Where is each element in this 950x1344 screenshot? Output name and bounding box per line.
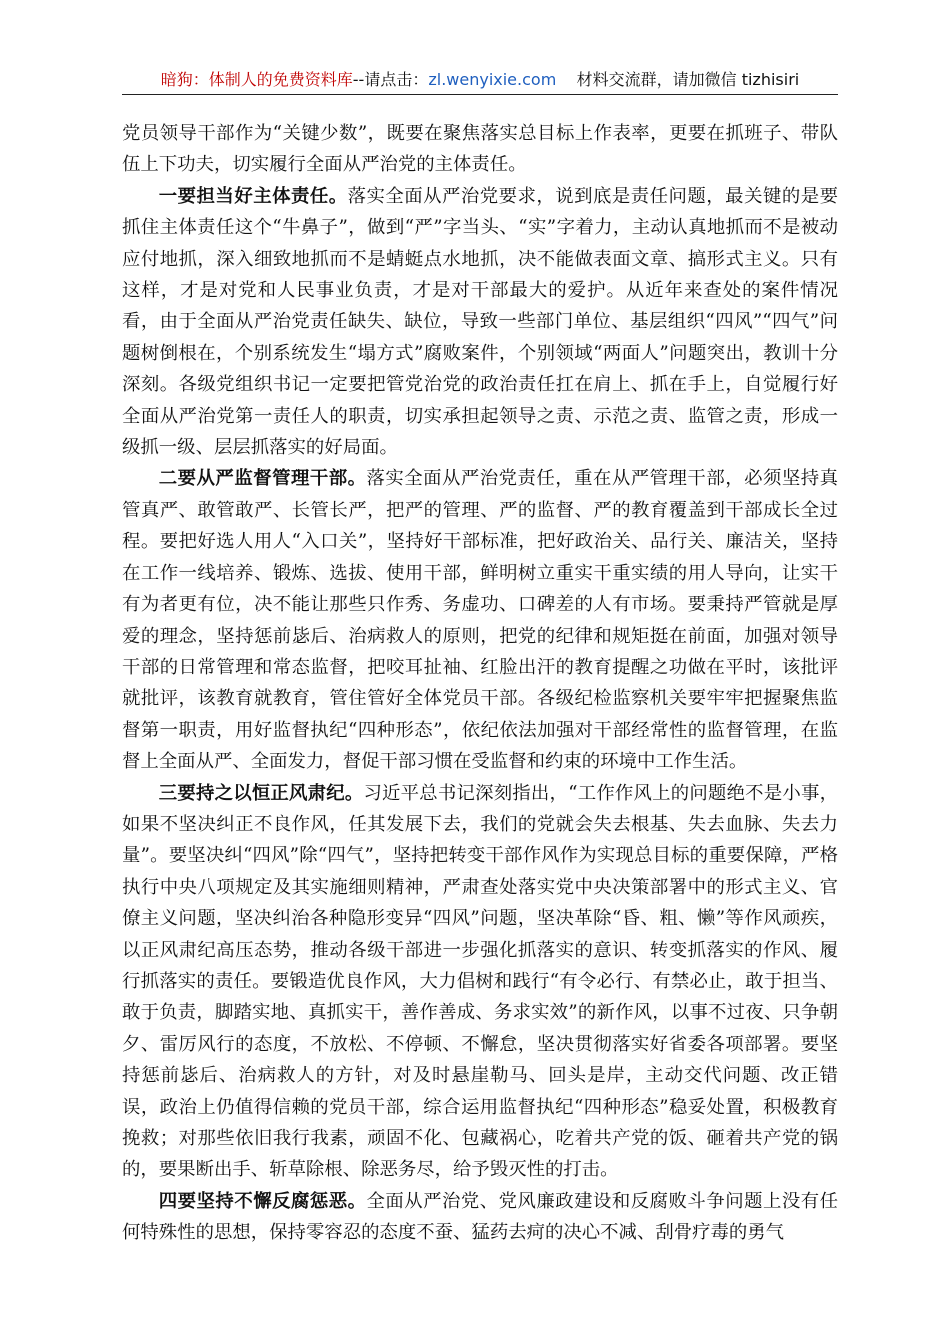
paragraph-4-text: 全面从严治党、党风廉政建设和反腐败斗争问题上没有任何特殊性的思想，保持零容忍的态度不蚕、猛药去疴的决心不减、刮骨疗毒的勇气 <box>122 1190 838 1244</box>
paragraph-2-text: 落实全面从严治党责任，重在从严管理干部，必须坚持真管真严、敢管敢严、长管长严，把严的管理、严的监督、严的教育覆盖到干部成长全过程。要把好选人用人“入口关”，坚持好干部标准，把好政治关、品行关、廉洁关，坚持在工作一线培养、锻炼、选拔、使用干部，鲜明树立重实干重实绩的用人导向，让实干有为者更有位，决不能让那些只作秀、务虚功、口碑差的人有市场。要秉持严管就是厚爱的理念，坚持惩前毖后、治病救人的原则，把党的纪律和规矩挺在前面，加强对领导干部的日常管理和常态监督，把咬耳扯袖、红脸出汗的教育提醒之功做在平时，该批评就批评，该教育就教育，管住管好全体党员干部。各级纪检监察机关要牢牢把握聚焦监督第一职责，用好监督执纪“四种形态”，依纪依法加强对干部经常性的监督管理，在监督上全面从严、全面发力，督促干部习惯在受监督和约束的环境中工作生活。 <box>122 468 838 773</box>
paragraph-2-heading: 二要从严监督管理干部。 <box>158 468 367 490</box>
header-click-label: --请点击： <box>352 70 429 89</box>
paragraph-3-heading: 三要持之以恒正风肃纪。 <box>158 782 364 804</box>
paragraph-2 <box>122 463 838 777</box>
header-url-link[interactable]: zl.wenyixie.com <box>428 70 557 89</box>
document-body <box>122 118 838 1249</box>
paragraph-4-heading: 四要坚持不懈反腐惩恶。 <box>158 1190 367 1212</box>
paragraph-3-text: 习近平总书记深刻指出，“工作作风上的问题绝不是小事，如果不坚决纠正不良作风，任其发展下去，我们的党就会失去根基、失去血脉、失去力量”。要坚决纠“四风”除“四气”，坚持把转变干部作风作为实现总目标的重要保障，严格执行中央八项规定及其实施细则精神，严肃查处落实党中央决策部署中的形式主义、官僚主义问题，坚决纠治各种隐形变异“四风”问题，坚决革除“昏、粗、懒”等作风顽疾，以正风肃纪高压态势，推动各级干部进一步强化抓落实的意识、转变抓落实的作风、履行抓落实的责任。要锻造优良作风，大力倡树和践行“有令必行、有禁必止，敢于担当、敢于负责，脚踏实地、真抓实干，善作善成、务求实效”的新作风，以事不过夜、只争朝夕、雷厉风行的态度，不放松、不停顿、不懈怠，坚决贯彻落实好省委各项部署。要坚持惩前毖后、治病救人的方针，对及时悬崖勒马、回头是岸，主动交代问题、改正错误，政治上仍值得信赖的党员干部，综合运用监督执纪“四种形态”稳妥处置，积极教育挽救；对那些依旧我行我素，顽固不化、包藏祸心，吃着共产党的饭、砸着共产党的锅的，要果断出手、斩草除根、除恶务尽，给予毁灭性的打击。 <box>122 782 838 1181</box>
paragraph-1-heading: 一要担当好主体责任。 <box>158 185 348 207</box>
page-header <box>122 68 838 95</box>
paragraph-1-text: 落实全面从严治党要求，说到底是责任问题，最关键的是要抓住主体责任这个“牛鼻子”，做到“严”字当头、“实”字着力，主动认真地抓而不是被动应付地抓，深入细致地抓而不是蜻蜓点水地抓，决不能做表面文章、搞形式主义。只有这样，才是对党和人民事业负责，才是对干部最大的爱护。从近年来查处的案件情况看，由于全面从严治党责任缺失、缺位，导致一些部门单位、基层组织“四风”“四气”问题树倒根在，个别系统发生“塌方式”腐败案件，个别领域“两面人”问题突出，教训十分深刻。各级党组织书记一定要把管党治党的政治责任扛在肩上、抓在手上，自觉履行好全面从严治党第一责任人的职责，切实承担起领导之责、示范之责、监管之责，形成一级抓一级、层层抓落实的好局面。 <box>122 185 838 459</box>
paragraph-4 <box>122 1186 838 1249</box>
paragraph-3 <box>122 778 838 1186</box>
header-site-name[interactable]: 暗狗：体制人的免费资料库 <box>160 70 353 89</box>
paragraph-intro: 党员领导干部作为“关键少数”，既要在聚焦落实总目标上作表率，更要在抓班子、带队伍上下功夫，切实履行全面从严治党的主体责任。 <box>122 123 838 176</box>
paragraph-1 <box>122 181 838 464</box>
header-wechat-note: 材料交流群，请加微信 tizhisiri <box>576 70 800 89</box>
